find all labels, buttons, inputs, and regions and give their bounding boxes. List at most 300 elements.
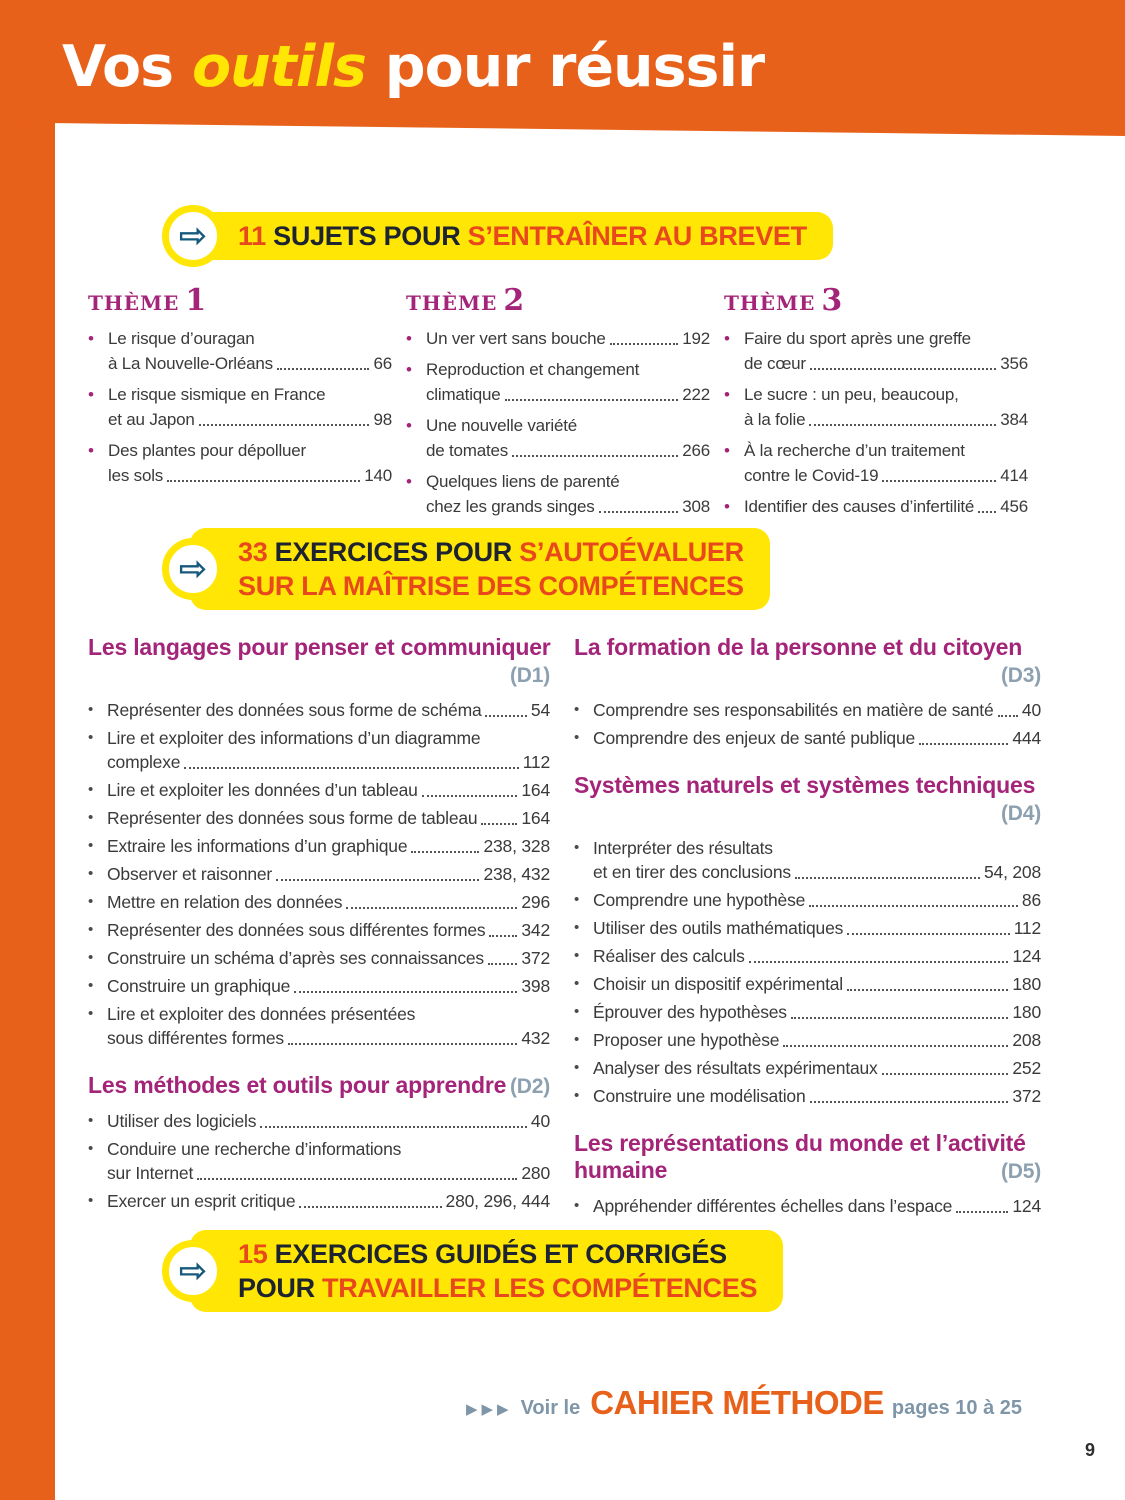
item-last-line (107, 834, 550, 858)
item-last-line (107, 946, 550, 970)
text-segment: pour réussir (365, 34, 765, 100)
domain-label-line (574, 661, 1041, 689)
item-text-line: Le risque d’ouragan (108, 329, 255, 348)
theme-heading (406, 283, 710, 318)
item-page-ref: 432 (521, 1028, 550, 1048)
item-page-ref: 222 (682, 385, 710, 404)
item-text: Analyser des résultats expérimentaux (593, 1058, 878, 1078)
dotted-leader (485, 715, 526, 717)
list-item-body (593, 1194, 1041, 1218)
left-orange-border (0, 0, 55, 1500)
heading-line: La formation de la personne et du citoyen (574, 634, 1023, 660)
item-page-ref: 164 (521, 780, 550, 800)
item-page-ref: 372 (521, 948, 550, 968)
list-item (88, 890, 550, 914)
bullet-icon: • (574, 891, 580, 908)
list-item-body (744, 326, 1028, 376)
item-page-ref: 124 (1012, 946, 1041, 966)
right-arrow-icon: ⇨ (178, 1251, 208, 1291)
item-text-line: À la recherche d’un traitement (744, 441, 965, 460)
theme-item-list (88, 326, 392, 488)
item-page-ref: 372 (1012, 1086, 1041, 1106)
item-page-ref: 180 (1012, 1002, 1041, 1022)
domain-label-line (574, 799, 1041, 827)
item-last-line (107, 1026, 550, 1050)
item-text: complexe (107, 752, 181, 772)
list-item-body (426, 469, 710, 519)
list-item-body (593, 1000, 1041, 1024)
heading-line: Les méthodes et outils pour apprendre (88, 1072, 507, 1098)
item-page-ref: 280, 296, 444 (445, 1191, 550, 1211)
theme-column-2 (406, 283, 724, 525)
bullet-icon: • (574, 919, 580, 936)
text-segment: Vos (62, 34, 192, 100)
list-item (574, 1028, 1041, 1052)
heading-line: humaine (574, 1157, 668, 1183)
domain-label: (D5) (1000, 1160, 1041, 1183)
bullet-icon: • (574, 839, 580, 856)
item-text: climatique (426, 385, 501, 404)
list-item (88, 862, 550, 886)
item-text: Proposer une hypothèse (593, 1030, 780, 1050)
competence-section (574, 772, 1041, 1108)
item-text: sur Internet (107, 1163, 194, 1183)
footer-pages: pages 10 à 25 (891, 1397, 1022, 1419)
item-text: les sols (108, 466, 164, 485)
bullet-icon: • (724, 497, 730, 516)
dotted-leader (610, 343, 679, 345)
item-text-line: Reproduction et changement (426, 360, 640, 379)
dotted-leader (882, 480, 996, 482)
dotted-leader (488, 963, 517, 965)
item-page-ref: 98 (373, 410, 392, 429)
competences-column-right (574, 634, 1041, 1236)
dotted-leader (481, 823, 517, 825)
competence-heading (574, 1130, 1041, 1185)
heading-line: Les langages pour penser et communiquer (88, 634, 551, 660)
dotted-leader (998, 715, 1018, 717)
item-page-ref: 40 (1021, 700, 1041, 720)
list-item (88, 918, 550, 942)
text-segment: S’AUTOÉVALUER (519, 537, 744, 567)
list-item-body (107, 1109, 550, 1133)
item-page-ref: 414 (1000, 466, 1028, 485)
arrow-circle-icon (162, 205, 224, 267)
item-text: Mettre en relation des données (107, 892, 343, 912)
bullet-icon: • (406, 329, 412, 348)
item-text: Comprendre une hypothèse (593, 890, 806, 910)
item-last-line (593, 698, 1041, 722)
list-item (88, 806, 550, 830)
list-item-body (107, 806, 550, 830)
item-last-line (426, 326, 710, 351)
item-text-line: Une nouvelle variété (426, 416, 577, 435)
competence-item-list (574, 1194, 1041, 1218)
competence-item-list (88, 1109, 550, 1213)
heading-last-line (574, 1157, 1041, 1185)
bullet-icon: • (88, 701, 94, 718)
item-last-line (108, 463, 392, 488)
list-item (574, 916, 1041, 940)
list-item-body (744, 382, 1028, 432)
item-last-line (593, 1084, 1041, 1108)
dotted-leader (505, 399, 679, 401)
text-segment: 11 (238, 221, 274, 251)
theme-item-list (406, 326, 710, 519)
item-page-ref: 86 (1021, 890, 1041, 910)
item-text: Éprouver des hypothèses (593, 1002, 787, 1022)
list-item-body (107, 1002, 550, 1050)
theme-number: 2 (503, 283, 525, 318)
list-item-body (744, 494, 1028, 519)
item-last-line (593, 1194, 1041, 1218)
item-last-line (426, 382, 710, 407)
bullet-icon: • (88, 893, 94, 910)
list-item-body (108, 382, 392, 432)
list-item (574, 1084, 1041, 1108)
bullet-icon: • (88, 949, 94, 966)
domain-label-line (88, 661, 550, 689)
competence-heading (574, 634, 1041, 689)
item-text: chez les grands singes (426, 497, 595, 516)
list-item (724, 326, 1028, 376)
dotted-leader (294, 991, 517, 993)
theme-heading (88, 283, 392, 318)
list-item (88, 1189, 550, 1213)
badge-line (238, 1271, 757, 1305)
bullet-icon: • (88, 1192, 94, 1209)
list-item (88, 726, 550, 774)
item-last-line (107, 806, 550, 830)
item-last-line (593, 972, 1041, 996)
domain-label: (D4) (1000, 802, 1041, 825)
list-item-body (426, 413, 710, 463)
item-text-line: Interpréter des résultats (593, 838, 773, 858)
text-segment: EXERCICES POUR (274, 537, 520, 567)
bullet-icon: • (574, 1031, 580, 1048)
badge-line (238, 219, 807, 253)
list-item (88, 438, 392, 488)
bullet-icon: • (88, 1112, 94, 1129)
list-item (574, 1000, 1041, 1024)
bullet-icon: • (88, 729, 94, 746)
list-item (724, 494, 1028, 519)
item-text: Exercer un esprit critique (107, 1191, 296, 1211)
competence-section (88, 1072, 550, 1213)
item-text: Comprendre ses responsabilités en matière de santé (593, 700, 994, 720)
bullet-icon: • (406, 360, 412, 379)
theme-column-1 (88, 283, 406, 525)
text-segment: TRAVAILLER LES COMPÉTENCES (322, 1273, 758, 1303)
item-text: Représenter des données sous différentes formes (107, 920, 486, 940)
item-last-line (744, 494, 1028, 519)
list-item (574, 972, 1041, 996)
footer-prefix: Voir le (520, 1397, 581, 1419)
list-item-body (107, 890, 550, 914)
bullet-icon: • (88, 837, 94, 854)
item-text: sous différentes formes (107, 1028, 284, 1048)
item-text: de cœur (744, 354, 806, 373)
item-page-ref: 238, 328 (483, 836, 550, 856)
page-title (62, 34, 764, 100)
bullet-icon: • (88, 329, 94, 348)
list-item-body (426, 357, 710, 407)
dotted-leader (199, 424, 370, 426)
themes-columns (88, 283, 1042, 525)
bullet-icon: • (88, 441, 94, 460)
bullet-icon: • (574, 947, 580, 964)
list-item-body (107, 1189, 550, 1213)
bullet-icon: • (574, 1059, 580, 1076)
bullet-icon: • (406, 472, 412, 491)
item-text: et au Japon (108, 410, 195, 429)
competence-heading (88, 634, 550, 689)
list-item (406, 357, 710, 407)
dotted-leader (288, 1043, 517, 1045)
dotted-leader (197, 1178, 517, 1180)
item-last-line (593, 944, 1041, 968)
list-item-body (744, 438, 1028, 488)
list-item (88, 698, 550, 722)
theme-heading (724, 283, 1028, 318)
theme-label: THÈME (724, 291, 816, 315)
arrow-circle-icon (162, 1240, 224, 1302)
item-text: Réaliser des calculs (593, 946, 745, 966)
text-segment: S’ENTRAÎNER AU BREVET (467, 221, 807, 251)
text-segment: EXERCICES GUIDÉS ET CORRIGÉS (274, 1239, 727, 1269)
bullet-icon: • (574, 1087, 580, 1104)
theme-item-list (724, 326, 1028, 519)
list-item-body (593, 1056, 1041, 1080)
badge-pill (190, 1230, 783, 1312)
bullet-icon: • (88, 781, 94, 798)
item-text-line: Le risque sismique en France (108, 385, 326, 404)
competence-item-list (88, 698, 550, 1050)
list-item (574, 726, 1041, 750)
list-item-body (593, 1028, 1041, 1052)
list-item (88, 1109, 550, 1133)
item-text: à La Nouvelle-Orléans (108, 354, 273, 373)
dotted-leader (299, 1206, 441, 1208)
item-text: Utiliser des logiciels (107, 1111, 257, 1131)
list-item (574, 1056, 1041, 1080)
badge-pill (190, 212, 833, 260)
bullet-icon: • (406, 416, 412, 435)
list-item-body (107, 698, 550, 722)
list-item (88, 946, 550, 970)
item-page-ref: 54 (530, 700, 550, 720)
heading-line: Les représentations du monde et l’activité (574, 1130, 1026, 1156)
badge-sujets-brevet (178, 212, 833, 260)
competence-heading (574, 772, 1041, 827)
item-page-ref: 238, 432 (483, 864, 550, 884)
heading-last-line (88, 1072, 550, 1100)
competence-section (574, 634, 1041, 750)
dotted-leader (847, 933, 1010, 935)
item-page-ref: 54, 208 (984, 862, 1041, 882)
dotted-leader (276, 879, 479, 881)
competences-columns (88, 634, 1041, 1236)
item-last-line (107, 1109, 550, 1133)
item-text: Construire un graphique (107, 976, 291, 996)
item-page-ref: 308 (682, 497, 710, 516)
theme-number: 3 (821, 283, 843, 318)
item-last-line (744, 407, 1028, 432)
item-last-line (426, 438, 710, 463)
badge-line (238, 535, 744, 569)
badge-exercices-autoevaluer (178, 528, 770, 610)
item-last-line (107, 890, 550, 914)
item-page-ref: 252 (1012, 1058, 1041, 1078)
dotted-leader (956, 1211, 1008, 1213)
bullet-icon: • (724, 329, 730, 348)
dotted-leader (346, 907, 517, 909)
item-last-line (593, 860, 1041, 884)
item-last-line (107, 750, 550, 774)
list-item (574, 698, 1041, 722)
item-text: Choisir un dispositif expérimental (593, 974, 843, 994)
item-text: Lire et exploiter les données d’un tableau (107, 780, 418, 800)
item-text: Utiliser des outils mathématiques (593, 918, 844, 938)
item-page-ref: 112 (1013, 918, 1041, 938)
competence-section (574, 1130, 1041, 1218)
item-text: et en tirer des conclusions (593, 862, 791, 882)
bullet-icon: • (574, 975, 580, 992)
item-text: de tomates (426, 441, 509, 460)
dotted-leader (260, 1126, 527, 1128)
item-text: à la folie (744, 410, 806, 429)
item-page-ref: 112 (522, 752, 550, 772)
dotted-leader (791, 1017, 1009, 1019)
item-page-ref: 280 (521, 1163, 550, 1183)
dotted-leader (783, 1045, 1008, 1047)
item-last-line (107, 1161, 550, 1185)
bullet-icon: • (574, 1197, 580, 1214)
badge-line (238, 1237, 757, 1271)
bullet-icon: • (88, 921, 94, 938)
badge-pill (190, 528, 770, 610)
item-text-line: Lire et exploiter des données présentées (107, 1004, 416, 1024)
list-item (88, 326, 392, 376)
competence-item-list (574, 698, 1041, 750)
item-last-line (426, 494, 710, 519)
item-text-line: Faire du sport après une greffe (744, 329, 971, 348)
dotted-leader (489, 935, 517, 937)
competence-item-list (574, 836, 1041, 1108)
list-item (88, 834, 550, 858)
item-page-ref: 164 (521, 808, 550, 828)
item-page-ref: 356 (1000, 354, 1028, 373)
text-segment: 33 (238, 537, 275, 567)
badge-line (238, 569, 744, 603)
list-item-body (593, 698, 1041, 722)
bullet-icon: • (88, 977, 94, 994)
bullet-icon: • (88, 1005, 94, 1022)
list-item-body (107, 778, 550, 802)
item-text: Comprendre des enjeux de santé publique (593, 728, 916, 748)
list-item-body (107, 834, 550, 858)
item-page-ref: 192 (682, 329, 710, 348)
item-text: Construire un schéma d’après ses connaissances (107, 948, 484, 968)
footer-note (466, 1384, 1022, 1422)
dotted-leader (847, 989, 1008, 991)
item-text: Représenter des données sous forme de tableau (107, 808, 478, 828)
item-text: Observer et raisonner (107, 864, 273, 884)
bullet-icon: • (574, 1003, 580, 1020)
dotted-leader (599, 511, 679, 513)
theme-column-3 (724, 283, 1042, 525)
item-last-line (107, 862, 550, 886)
dotted-leader (978, 511, 996, 513)
bullet-icon: • (88, 865, 94, 882)
item-last-line (108, 407, 392, 432)
item-last-line (107, 778, 550, 802)
right-arrow-icon: ⇨ (178, 549, 208, 589)
dotted-leader (810, 1101, 1009, 1103)
item-last-line (108, 351, 392, 376)
text-segment: SUJETS POUR (273, 221, 468, 251)
item-text: Identifier des causes d’infertilité (744, 497, 975, 516)
list-item (574, 944, 1041, 968)
bullet-icon: • (88, 809, 94, 826)
dotted-leader (749, 961, 1009, 963)
item-page-ref: 266 (682, 441, 710, 460)
list-item (574, 836, 1041, 884)
item-page-ref: 444 (1012, 728, 1041, 748)
item-last-line (593, 888, 1041, 912)
list-item-body (107, 946, 550, 970)
dotted-leader (184, 767, 518, 769)
item-last-line (744, 463, 1028, 488)
list-item (574, 1194, 1041, 1218)
item-page-ref: 66 (373, 354, 392, 373)
triple-arrow-icon: ▶▶▶ (465, 1401, 513, 1418)
list-item (406, 469, 710, 519)
dotted-leader (809, 424, 996, 426)
item-last-line (593, 726, 1041, 750)
bullet-icon: • (574, 701, 580, 718)
item-page-ref: 40 (530, 1111, 550, 1131)
item-page-ref: 208 (1012, 1030, 1041, 1050)
item-text: Construire une modélisation (593, 1086, 806, 1106)
list-item-body (107, 1137, 550, 1185)
dotted-leader (422, 795, 518, 797)
list-item-body (593, 972, 1041, 996)
dotted-leader (919, 743, 1008, 745)
domain-label: (D1) (509, 664, 550, 687)
item-last-line (593, 916, 1041, 940)
dotted-leader (277, 368, 370, 370)
text-segment: 15 (238, 1239, 275, 1269)
bullet-icon: • (88, 385, 94, 404)
list-item (724, 382, 1028, 432)
heading-line: Systèmes naturels et systèmes techniques (574, 772, 1036, 798)
list-item-body (426, 326, 710, 351)
bullet-icon: • (724, 441, 730, 460)
theme-label: THÈME (88, 291, 180, 315)
dotted-leader (512, 455, 678, 457)
item-last-line (593, 1028, 1041, 1052)
footer-cahier-methode: CAHIER MÉTHODE (590, 1384, 884, 1421)
item-last-line (593, 1056, 1041, 1080)
item-text: Extraire les informations d’un graphique (107, 836, 408, 856)
list-item-body (107, 974, 550, 998)
domain-label: (D3) (1000, 664, 1041, 687)
item-page-ref: 296 (521, 892, 550, 912)
theme-label: THÈME (406, 291, 498, 315)
item-text: Représenter des données sous forme de schéma (107, 700, 482, 720)
text-segment: POUR (238, 1273, 323, 1303)
